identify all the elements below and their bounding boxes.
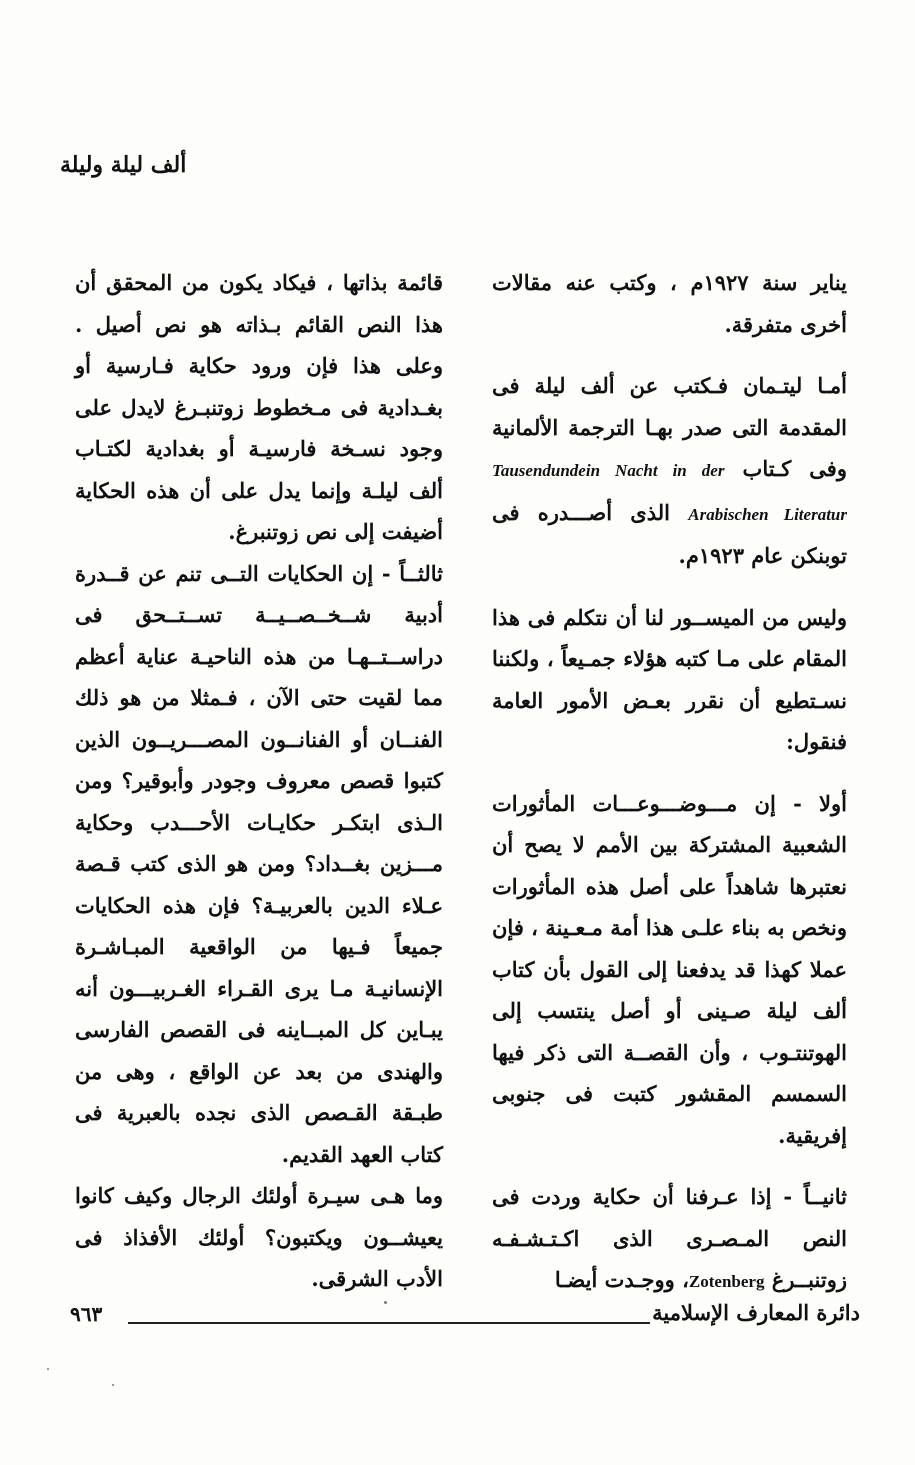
footer-rule — [128, 1322, 650, 1324]
paragraph-continuation: يناير سنة ١٩٢٧م ، وكتب عنه مقالات أخرى متفرقة. — [492, 270, 847, 337]
paragraph-littmann — [492, 365, 847, 577]
paragraph-first-point: أولا - إن مـــوضـــوعـــات المأثورات الشعبية المشتركة بين الأمم لا يصح أن نعتبرها شاهداً على أصل هذه المأثورات ونخص به بناء علـى هذا أمة مـعـينة ، فإن عملا كهذا قد يدفعنا إلى القول بأن كتاب ألف ليلة صـينى أو أصل ينتسب إلى الهوتنتـوب ، وأن القصــة التى ذكر فيها السمسم المقشور كتبت فى جنوبى إفريقية. — [492, 790, 847, 1148]
footer-title: دائرة المعارف الإسلامية — [652, 1300, 860, 1325]
latin-name: Zotenberg — [688, 1272, 765, 1291]
right-column — [492, 262, 847, 1323]
paragraph-continuation: قائمة بذاتها ، فيكاد يكون من المحقق أن هذا النص القائم بـذاته هو نص أصيل . وعلى هذا فإن ورود حكاية فـارسية أو بغـدادية فى مـخطوط زوتنبـرغ لايدل على وجود نسـخة فارسيـة أو بغدادية لكتـاب ألف ليلـة وإنما يدل على أن هذه الحكاية أضيفت إلى نص زوتنبرغ. — [75, 270, 443, 544]
paragraph-third-point: ثالثــاً - إن الحكايات التــى تنم عن قــدرة أدبية شــخــصــيــة تســتــحق فى دراســتــهـا من هذه الناحيـة عناية أعظم مما لقيت حتى الآن ، فـمثلا من هو ذلك الفنــان أو الفنانــون المصـــريــون الذين كتبوا قصص معروف وجودر وأبوقير؟ ومن الـذى ابتكـر حكايـات الأحـــدب وحكاية مـــزين بغــداد؟ ومن هو الذى كتب قـصة عـلاء الدين بالعربيـة؟ فإن هذه الحكايات جميعاً فـيها من الواقعية المبـاشـرة الإنسانيـة مـا يرى القـراء الغـربيـــون أنه يبـاين كل المبــاينه فى القصص الفارسى والهندى من بعد عن الواقع ، وهى من طبـقة القـصص الذى نجده بالعبرية فى كتاب العهد القديم. — [75, 560, 443, 1167]
running-title: ألف ليلة وليلة — [60, 152, 187, 178]
paragraph-second-point — [492, 1176, 847, 1303]
latin-book-title: Tausendundein Nacht in der Arabischen Literatur — [492, 461, 847, 524]
paragraph-text: ثانيــاً - إذا عـرفنا أن حكاية وردت فى النص المـصـرى الذى اكـتـشـفـه زوتنبــرغ — [492, 1184, 847, 1292]
page-number: ٩٦٣ — [70, 1302, 103, 1326]
paragraph-text: ، ووجـدت أيضـا — [554, 1267, 689, 1292]
scan-speck — [384, 1301, 387, 1304]
left-column — [75, 262, 443, 1300]
paragraph-text: الذى أصـــدره فى توبنكن عام ١٩٢٣م. — [492, 499, 847, 568]
paragraph-text: أمـا ليتـمان فـكتب عن ألف ليلة فى المقدمة التى صدر بهـا الترجمة الألمانية وفى كـتاب — [492, 373, 847, 481]
paragraph-closing: وما هـى سيـرة أولئك الرجال وكيف كانوا يعيشــون ويكتبون؟ أولئك الأفذاذ فى الأدب الشرقى. — [75, 1183, 443, 1291]
scan-speck — [112, 1384, 114, 1386]
scan-speck — [47, 1368, 49, 1370]
paragraph-general: وليس من الميســور لنا أن نتكلم فى هذا المقام على مـا كتبه هؤلاء جمـيعاً ، ولكننا نسـتطيع أن نقرر بعـض الأمور العامة فنقول: — [492, 604, 847, 754]
page-footer — [70, 1300, 860, 1332]
